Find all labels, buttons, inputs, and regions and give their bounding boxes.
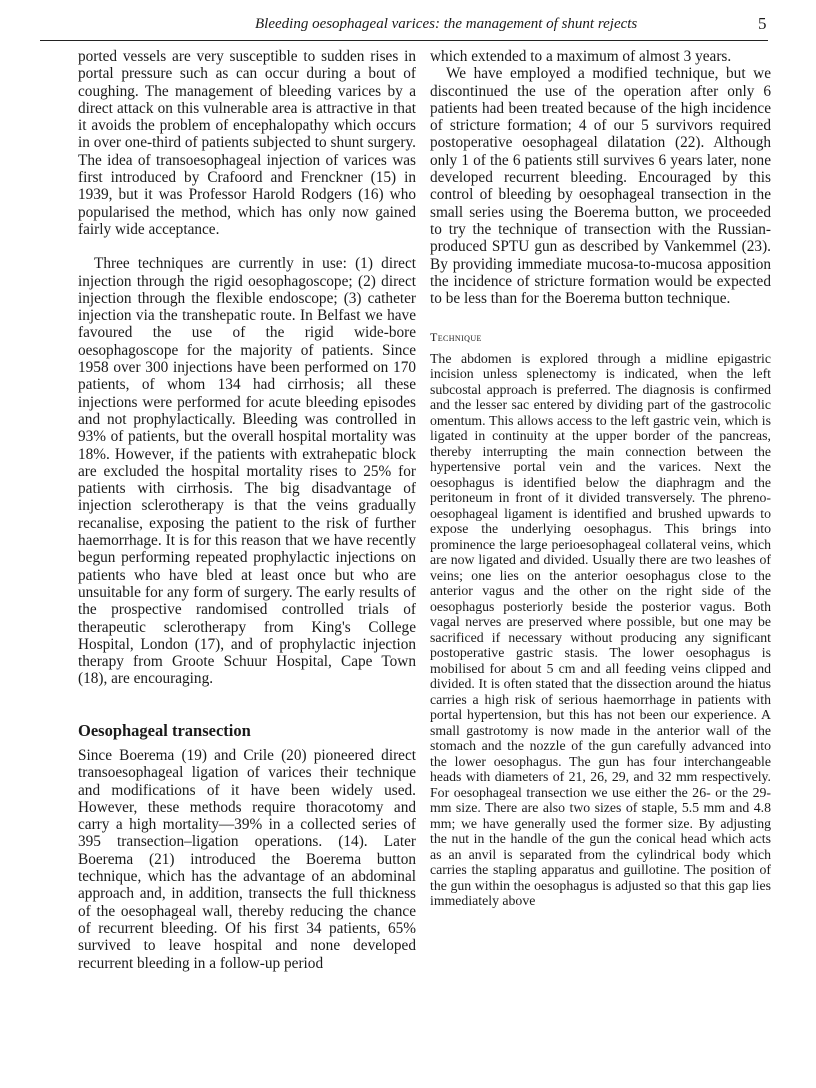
left-paragraph-1: ported vessels are very susceptible to sudden rises in portal pressure such as can occur during a bout of coughing. The management of bleeding varices by a direct attack on this vulnerable area is attractive in that it avoids the problem of encephalopathy which occurs in over one-third of patients subjected to shunt surgery. The idea of transoesophageal injection of varices was first introduced by Crafoord and Frenckner (15) in 1939, but it was Professor Harold Rodgers (16) who popularised the method, which has only now gained fairly wide acceptance.	[78, 48, 416, 238]
left-paragraph-2: Three techniques are currently in use: (1) direct injection through the rigid oesophagoscope; (2) direct injection through the flexible endoscope; (3) catheter injection via the transhepatic route. In Belfast we have favoured the use of the rigid wide-bore oesophagoscope for the majority of patients. Since 1958 over 300 injections have been performed on 170 patients, of whom 134 had cirrhosis; all these injections were performed for acute bleeding episodes and not prophylactically. Bleeding was controlled in 93% of patients, but the overall hospital mortality was 18%. However, if the patients with extrahepatic block are excluded the hospital mortality rises to 25% for patients with cirrhosis. The big disadvantage of injection sclerotherapy is that the veins gradually recanalise, exposing the patient to the risk of further haemorrhage. It is for this reason that we have recently begun performing repeated prophylactic injections on patients who have bled at least once but who are unsuitable for any form of surgery. The early results of the prospective randomised controlled trials of therapeutic sclerotherapy from King's College Hospital, London (17), and of prophylactic injection therapy from Groote Schuur Hospital, Cape Town (18), are encouraging.	[78, 255, 416, 688]
left-paragraph-3: Since Boerema (19) and Crile (20) pioneered direct transoesophageal ligation of varices their technique and modifications of it have been widely used. However, these methods require thoracotomy and carry a high mortality—39% in a collected series of 395 transection–ligation operations. (14). Later Boerema (21) introduced the Boerema button technique, which has the advantage of an abdominal approach and, in addition, transects the full thickness of the oesophageal wall, thereby reducing the chance of recurrent bleeding. Of his first 34 patients, 65% survived to leave hospital and none developed recurrent bleeding in a follow-up period	[78, 746, 416, 972]
page-number: 5	[758, 14, 767, 33]
header-rule	[40, 40, 768, 41]
subheading-technique: Technique	[430, 330, 482, 345]
right-paragraph-1: which extended to a maximum of almost 3 years.	[430, 48, 732, 65]
left-column	[78, 48, 416, 972]
right-paragraph-2: We have employed a modified technique, but we discontinued the use of the operation after only 6 patients had been treated because of the high incidence of stricture formation; 4 of our 5 survivors required postoperative oesophageal dilatation (22). Although only 1 of the 6 patients still survives 6 years later, none developed recurrent bleeding. Encouraged by this control of bleeding by oesophageal transection in the small series using the Boerema button, we proceeded to try the technique of transection with the Russian-produced SPTU gun as described by Vankemmel (23). By providing immediate mucosa-to-mucosa apposition the incidence of stricture formation would be expected to be less than for the Boerema button technique.	[430, 65, 771, 308]
technique-paragraph: The abdomen is explored through a midline epigastric incision unless splenectomy is indicated, when the left subcostal approach is preferred. The diagnosis is confirmed and the lesser sac entered by dividing part of the gastrocolic omentum. This allows access to the left gastric vein, which is ligated in continuity at the upper border of the pancreas, thereby interrupting the main connection between the hypertensive portal vein and the varices. Next the oesophagus is identified below the diaphragm and the peritoneum in front of it divided transversely. The phreno-oesophageal ligament is identified and brushed upwards to expose the underlying oesophagus. This brings into prominence the large perioesophageal collateral veins, which are now ligated and divided. Usually there are two leashes of veins; one lies on the anterior oesophagus close to the anterior vagus and the other on the right side of the oesophagus posteriorly beside the posterior vagus. Both vagal nerves are preserved where possible, but one may be sacrificed if necessary without producing any significant postoperative gastric stasis. The lower oesophagus is mobilised for about 5 cm and all feeding veins clipped and divided. It is often stated that the dissection around the hiatus carries a high risk of serious haemorrhage in patients with portal hypertension, but this has not been our experience. A small gastrotomy is now made in the anterior wall of the stomach and the nozzle of the gun carefully advanced into the lower oesophagus. The gun has four interchangeable heads with diameters of 21, 26, 29, and 32 mm respectively. For oesophageal transection we use either the 26- or the 29-mm size. There are also two sizes of staple, 5.5 mm and 4.8 mm; we have generally used the former size. By adjusting the nut in the handle of the gun the conical head which acts as an anvil is separated from the cylindrical body which carries the stapling apparatus and guillotine. The position of the gun within the oesophagus is adjusted so that this gap lies immediately above	[430, 350, 771, 909]
section-heading-oesophageal-transection: Oesophageal transection	[78, 720, 251, 740]
right-column	[430, 48, 771, 909]
running-title: Bleeding oesophageal varices: the management of shunt rejects	[255, 16, 638, 32]
running-header	[0, 12, 816, 42]
